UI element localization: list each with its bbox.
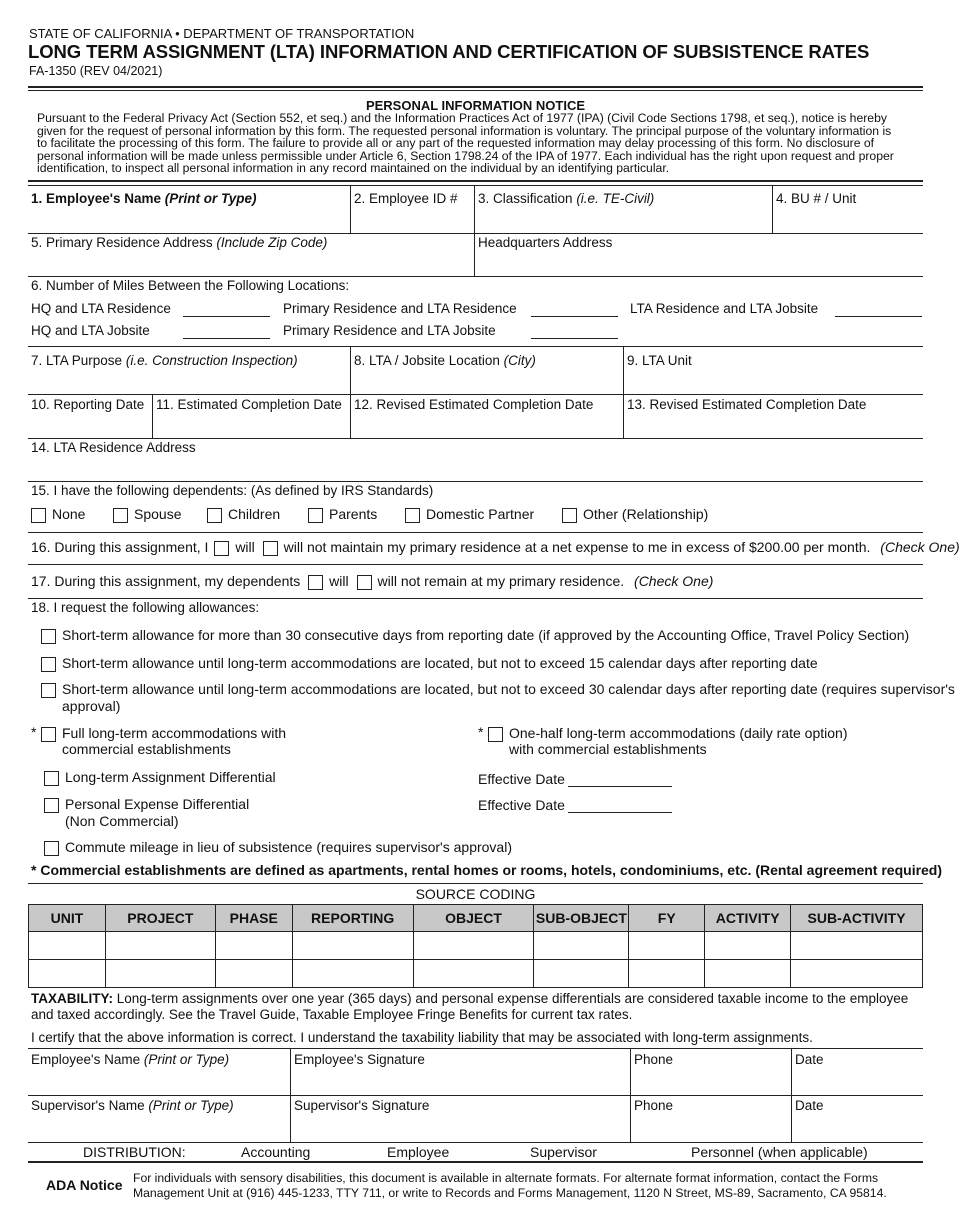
table-cell[interactable] bbox=[292, 960, 413, 988]
distribution-employee: Employee bbox=[387, 1144, 450, 1160]
table-cell[interactable] bbox=[534, 960, 629, 988]
employee-id-field[interactable]: 2. Employee ID # bbox=[354, 191, 458, 206]
residence-expense-row: 16. During this assignment, I will will not maintain my primary residence at a net expense to me in excess of $200.00 per month. (Check One) bbox=[31, 539, 960, 555]
commercial-establishments-note: * Commercial establishments are defined as apartments, rental homes or rooms, hotels, condominiums, etc. (Rental agreement required) bbox=[31, 862, 943, 878]
reporting-date-field[interactable]: 10. Reporting Date bbox=[31, 397, 145, 412]
table-cell[interactable] bbox=[292, 932, 413, 960]
checkbox-icon[interactable] bbox=[207, 508, 222, 523]
effective-date-1[interactable]: Effective Date bbox=[478, 771, 565, 787]
certification-statement: I certify that the above information is correct. I understand the taxability liability that may be associated with long-term assignments. bbox=[31, 1030, 813, 1045]
lta-unit-field[interactable]: 9. LTA Unit bbox=[627, 353, 692, 368]
table-cell[interactable] bbox=[534, 932, 629, 960]
checkbox-icon[interactable] bbox=[41, 683, 56, 698]
allowance-lta-differential-checkbox[interactable]: Long-term Assignment Differential bbox=[44, 769, 276, 786]
table-cell[interactable] bbox=[629, 932, 705, 960]
primary-residence-field[interactable]: 5. Primary Residence Address (Include Zip Code) bbox=[31, 235, 328, 250]
miles-primary-lta-residence: Primary Residence and LTA Residence bbox=[283, 301, 517, 316]
table-row bbox=[29, 932, 923, 960]
col-fy: FY bbox=[629, 905, 705, 932]
distribution-label: DISTRIBUTION: bbox=[83, 1144, 186, 1160]
supervisor-signature-field[interactable]: Supervisor's Signature bbox=[294, 1098, 430, 1113]
ada-label: ADA Notice bbox=[46, 1177, 123, 1193]
lta-residence-address-field[interactable]: 14. LTA Residence Address bbox=[31, 440, 196, 455]
table-cell[interactable] bbox=[413, 960, 534, 988]
distribution-accounting: Accounting bbox=[241, 1144, 311, 1160]
bu-unit-field[interactable]: 4. BU # / Unit bbox=[776, 191, 857, 206]
dependent-parents-checkbox[interactable]: Parents bbox=[308, 506, 377, 523]
col-sub-object: SUB-OBJECT bbox=[534, 905, 629, 932]
checkbox-icon[interactable] bbox=[41, 657, 56, 672]
table-cell[interactable] bbox=[413, 932, 534, 960]
checkbox-icon[interactable] bbox=[44, 841, 59, 856]
table-cell[interactable] bbox=[215, 960, 292, 988]
col-activity: ACTIVITY bbox=[705, 905, 791, 932]
supervisor-name-field[interactable]: Supervisor's Name (Print or Type) bbox=[31, 1098, 234, 1113]
checkbox-icon[interactable] bbox=[562, 508, 577, 523]
allowance-full-long-term-cont: commercial establishments bbox=[62, 741, 231, 757]
supervisor-date-field[interactable]: Date bbox=[795, 1098, 824, 1113]
table-cell[interactable] bbox=[105, 960, 215, 988]
table-row bbox=[29, 960, 923, 988]
allowance-short-term-15-checkbox[interactable]: Short-term allowance until long-term accommodations are located, but not to exceed 15 calendar days after reporting date bbox=[41, 655, 818, 672]
miles-hq-lta-jobsite: HQ and LTA Jobsite bbox=[31, 323, 150, 338]
allowance-half-long-term-cont: with commercial establishments bbox=[509, 741, 707, 757]
miles-primary-lta-jobsite: Primary Residence and LTA Jobsite bbox=[283, 323, 496, 338]
allowance-commute-mileage-checkbox[interactable]: Commute mileage in lieu of subsistence (requires supervisor's approval) bbox=[44, 839, 512, 856]
privacy-notice: Pursuant to the Federal Privacy Act (Section 552, et seq.) and the Information Practices Act of 1977 (IPA) (Civil Code Sections 1798, et seq.), notice is hereby given for the request of personal information by this form. The requested personal information is voluntary. The principal purpose of the voluntary information is to facilitate the processing of this form. The failure to provide all or any part of the requested information may delay processing of this form. No disclosure of personal information will be made unless permissible under Article 6, Section 1798.24 of the IPA of 1977. Each individual has the right upon request and proper identification, to inspect all personal information in any record maintained on the individual by an identifying particular. bbox=[37, 111, 894, 175]
revised-completion-field-1[interactable]: 12. Revised Estimated Completion Date bbox=[354, 397, 594, 412]
checkbox-icon[interactable] bbox=[308, 508, 323, 523]
distribution-personnel: Personnel (when applicable) bbox=[691, 1144, 868, 1160]
asterisk: * bbox=[31, 724, 37, 740]
table-cell[interactable] bbox=[705, 932, 791, 960]
estimated-completion-field[interactable]: 11. Estimated Completion Date bbox=[156, 397, 342, 412]
will-not-checkbox[interactable] bbox=[263, 541, 278, 556]
distribution-supervisor: Supervisor bbox=[530, 1144, 597, 1160]
checkbox-icon[interactable] bbox=[44, 798, 59, 813]
table-cell[interactable] bbox=[105, 932, 215, 960]
col-reporting: REPORTING bbox=[292, 905, 413, 932]
allowance-personal-expense-checkbox[interactable]: Personal Expense Differential bbox=[44, 796, 249, 813]
checkbox-icon[interactable] bbox=[113, 508, 128, 523]
ada-notice: For individuals with sensory disabilities, this document is available in alternate formats. For alternate format information, contact the Forms Management Unit at (916) 445-1233, TTY 711, or write to Records and Forms Management, 1120 N Street, MS-89, Sacramento, CA 95814. bbox=[133, 1171, 887, 1200]
allowances-heading: 18. I request the following allowances: bbox=[31, 600, 260, 615]
table-cell[interactable] bbox=[215, 932, 292, 960]
miles-hq-lta-residence[interactable]: HQ and LTA Residence bbox=[31, 301, 171, 316]
dependent-children-checkbox[interactable]: Children bbox=[207, 506, 280, 523]
allowance-short-term-30-days-cont: approval) bbox=[62, 698, 121, 714]
dependents-heading: 15. I have the following dependents: (As defined by IRS Standards) bbox=[31, 483, 434, 498]
effective-date-2-line[interactable] bbox=[568, 812, 672, 813]
table-cell[interactable] bbox=[629, 960, 705, 988]
will-checkbox[interactable] bbox=[214, 541, 229, 556]
col-unit: UNIT bbox=[29, 905, 106, 932]
checkbox-icon[interactable] bbox=[41, 727, 56, 742]
form-title: LONG TERM ASSIGNMENT (LTA) INFORMATION AND CERTIFICATION OF SUBSISTENCE RATES bbox=[28, 41, 870, 62]
employee-phone-field[interactable]: Phone bbox=[634, 1052, 674, 1067]
checkbox-icon[interactable] bbox=[405, 508, 420, 523]
asterisk: * bbox=[478, 724, 484, 740]
miles-lta-residence-jobsite-line[interactable] bbox=[835, 316, 922, 317]
source-coding-table bbox=[28, 904, 923, 988]
effective-date-2[interactable]: Effective Date bbox=[478, 797, 565, 813]
miles-hq-lta-jobsite-line[interactable] bbox=[183, 338, 270, 339]
allowance-short-term-30-days-checkbox[interactable]: Short-term allowance until long-term accommodations are located, but not to exceed 30 calendar days after reporting date (requires supervisor's bbox=[41, 681, 955, 698]
agency-line: STATE OF CALIFORNIA • DEPARTMENT OF TRANSPORTATION bbox=[29, 26, 415, 41]
employee-name-field[interactable]: 1. Employee's Name (Print or Type) bbox=[31, 191, 257, 206]
miles-hq-lta-residence-line[interactable] bbox=[183, 316, 270, 317]
headquarters-address-field[interactable]: Headquarters Address bbox=[478, 235, 613, 250]
employee-signature-field[interactable]: Employee's Signature bbox=[294, 1052, 425, 1067]
revised-completion-field-2[interactable]: 13. Revised Estimated Completion Date bbox=[627, 397, 867, 412]
miles-lta-residence-jobsite: LTA Residence and LTA Jobsite bbox=[630, 301, 819, 316]
allowance-personal-expense-cont: (Non Commercial) bbox=[65, 813, 179, 829]
table-cell[interactable] bbox=[705, 960, 791, 988]
checkbox-icon[interactable] bbox=[488, 727, 503, 742]
effective-date-1-line[interactable] bbox=[568, 786, 672, 787]
privacy-heading: PERSONAL INFORMATION NOTICE bbox=[365, 98, 586, 113]
col-phase: PHASE bbox=[215, 905, 292, 932]
employee-name-sign-field[interactable]: Employee's Name (Print or Type) bbox=[31, 1052, 230, 1067]
jobsite-location-field[interactable]: 8. LTA / Jobsite Location (City) bbox=[354, 353, 536, 368]
col-project: PROJECT bbox=[105, 905, 215, 932]
dependent-domestic-partner-checkbox[interactable]: Domestic Partner bbox=[405, 506, 534, 523]
taxability-notice: TAXABILITY: Long-term assignments over one year (365 days) and personal expense differentials are considered taxable income to the employee and taxed accordingly. See the Travel Guide, Taxable Employee Fringe Benefits for current tax rates. bbox=[31, 991, 909, 1022]
miles-heading: 6. Number of Miles Between the Following Locations: bbox=[31, 278, 350, 293]
table-cell[interactable] bbox=[791, 960, 923, 988]
will-not-checkbox[interactable] bbox=[357, 575, 372, 590]
table-cell[interactable] bbox=[791, 932, 923, 960]
employee-date-field[interactable]: Date bbox=[795, 1052, 824, 1067]
col-sub-activity: SUB-ACTIVITY bbox=[791, 905, 923, 932]
col-object: OBJECT bbox=[413, 905, 534, 932]
lta-purpose-field[interactable]: 7. LTA Purpose (i.e. Construction Inspection) bbox=[31, 353, 298, 368]
supervisor-phone-field[interactable]: Phone bbox=[634, 1098, 674, 1113]
dependent-none-checkbox[interactable]: None bbox=[31, 506, 85, 523]
checkbox-icon[interactable] bbox=[41, 629, 56, 644]
allowance-short-term-30-checkbox[interactable]: Short-term allowance for more than 30 consecutive days from reporting date (if approved by the Accounting Office, Travel Policy Section) bbox=[41, 627, 909, 644]
dependents-residence-row: 17. During this assignment, my dependents will will not remain at my primary residence. (Check One) bbox=[31, 573, 714, 589]
miles-primary-lta-jobsite-line[interactable] bbox=[531, 338, 618, 339]
allowance-half-long-term-checkbox[interactable]: One-half long-term accommodations (daily rate option) bbox=[488, 725, 848, 742]
table-cell[interactable] bbox=[29, 960, 106, 988]
form-number: FA-1350 (REV 04/2021) bbox=[29, 64, 163, 78]
miles-primary-lta-residence-line[interactable] bbox=[531, 316, 618, 317]
source-coding-title: SOURCE CODING bbox=[415, 886, 536, 902]
allowance-full-long-term-checkbox[interactable]: Full long-term accommodations with bbox=[41, 725, 286, 742]
will-checkbox[interactable] bbox=[308, 575, 323, 590]
checkbox-icon[interactable] bbox=[31, 508, 46, 523]
classification-field[interactable]: 3. Classification (i.e. TE-Civil) bbox=[478, 191, 655, 206]
dependent-spouse-checkbox[interactable]: Spouse bbox=[113, 506, 181, 523]
checkbox-icon[interactable] bbox=[44, 771, 59, 786]
table-cell[interactable] bbox=[29, 932, 106, 960]
dependent-other-checkbox[interactable]: Other (Relationship) bbox=[562, 506, 708, 523]
